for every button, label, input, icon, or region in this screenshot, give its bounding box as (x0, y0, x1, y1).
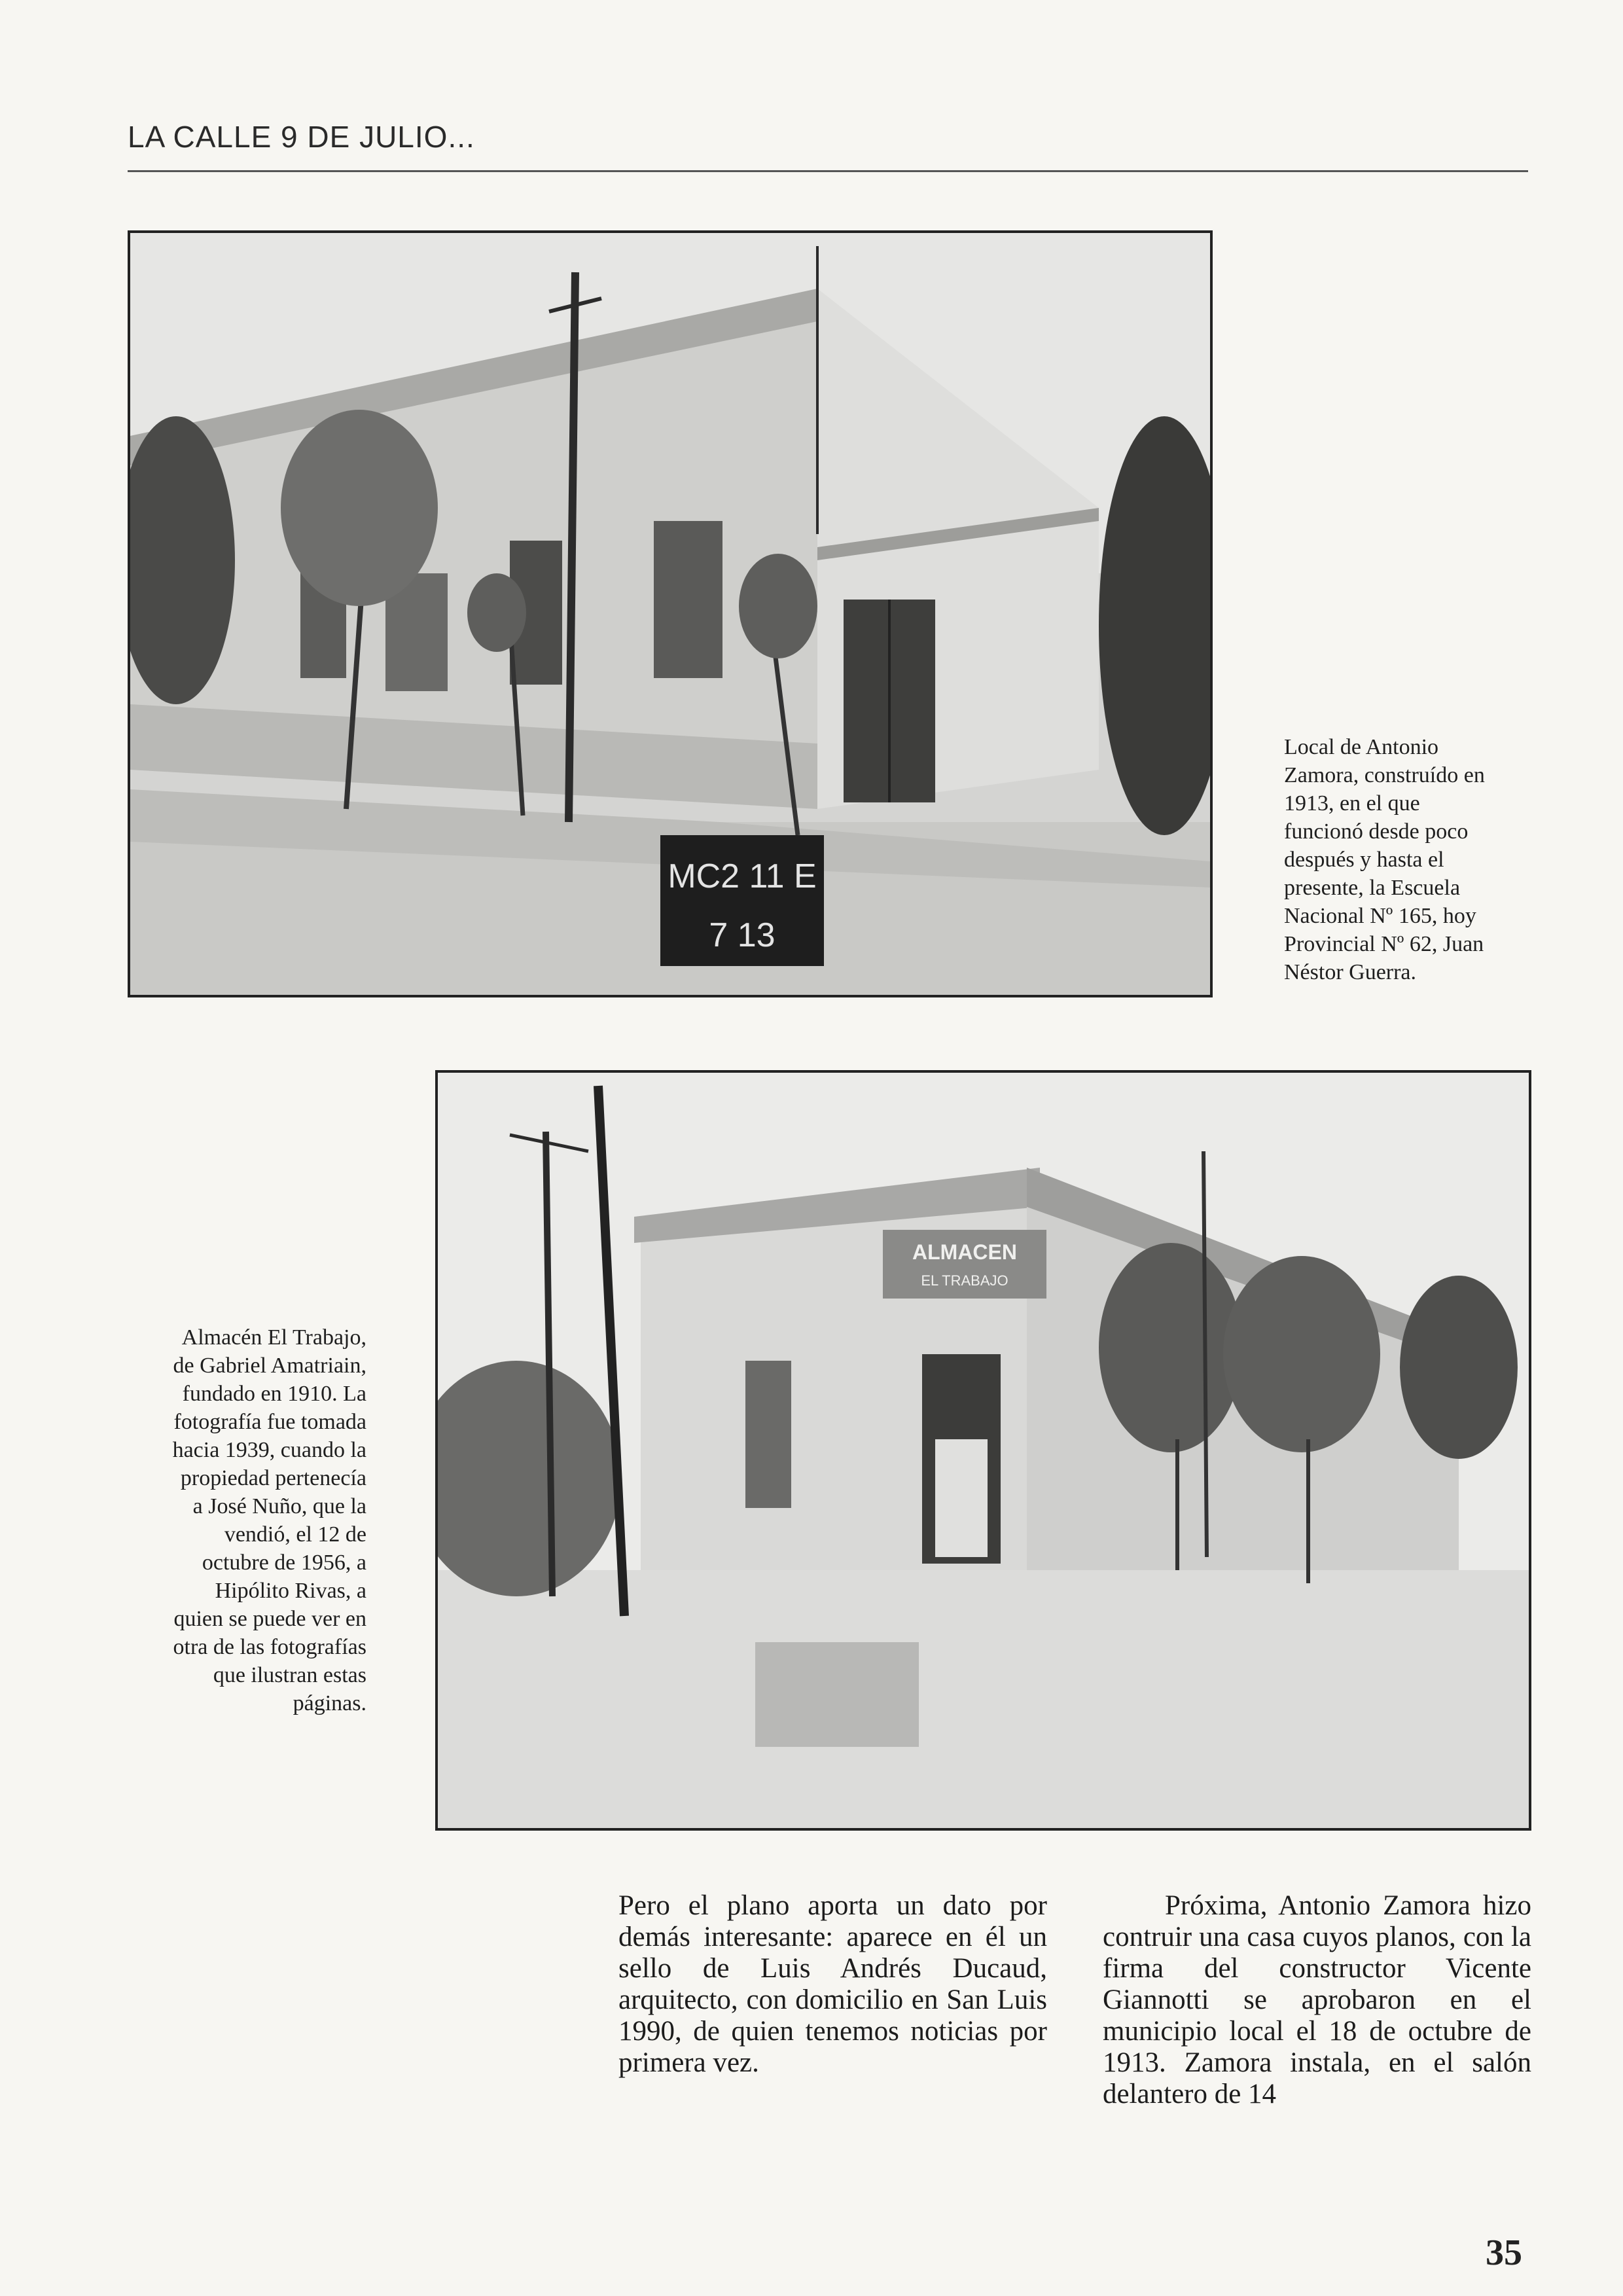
caption-line: de Gabriel Amatriain, (173, 1354, 366, 1378)
photo1-sign-top: MC2 11 E (668, 857, 817, 895)
caption-line: vendió, el 12 de (224, 1522, 366, 1547)
caption-line: Almacén El Trabajo, (181, 1325, 366, 1350)
caption-line: octubre de 1956, a (202, 1551, 366, 1575)
caption-line: Nacional Nº 165, hoy (1284, 904, 1476, 928)
caption-line: presente, la Escuela (1284, 876, 1461, 900)
caption-line: que ilustran estas (213, 1663, 366, 1687)
running-title: LA CALLE 9 DE JULIO... (128, 120, 475, 154)
caption-zamora (1284, 733, 1526, 986)
photo-zamora-illustration (130, 233, 1210, 995)
header-rule (128, 170, 1528, 172)
body-column-left (618, 1890, 1047, 2079)
caption-line: propiedad pertenecía (180, 1466, 366, 1490)
caption-line: después y hasta el (1284, 848, 1444, 872)
caption-line: Provincial Nº 62, Juan (1284, 932, 1484, 956)
body-paragraph: Pero el plano aporta un dato por demás interesante: aparece en él un sello de Luis Andrés Ducaud, arquitecto, con domicilio en San Luis 1990, de quien tenemos noticias por primera vez. (618, 1890, 1047, 2078)
caption-line: quien se puede ver en (173, 1607, 366, 1631)
caption-line: funcionó desde poco (1284, 819, 1469, 844)
caption-line: páginas. (293, 1691, 366, 1715)
caption-line: Néstor Guerra. (1284, 960, 1417, 984)
caption-line: fotografía fue tomada (173, 1410, 366, 1434)
photo-almacen-illustration (438, 1073, 1529, 1828)
caption-line: a José Nuño, que la (192, 1494, 366, 1518)
caption-line: Local de Antonio (1284, 735, 1439, 759)
caption-almacen (124, 1323, 366, 1717)
shop-sign-line1: ALMACEN (912, 1240, 1017, 1264)
caption-line: otra de las fotografías (173, 1635, 366, 1659)
caption-line: Hipólito Rivas, a (215, 1579, 366, 1603)
caption-line: hacia 1939, cuando la (172, 1438, 366, 1462)
body-paragraph: Próxima, Antonio Zamora hizo contruir una casa cuyos planos, con la firma del constructor Vicente Giannotti se aprobaron en el municipio local el 18 de octubre de 1913. Zamora instala, en el salón delantero de 14 (1103, 1890, 1531, 2109)
body-column-right (1103, 1890, 1531, 2110)
caption-line: 1913, en el que (1284, 791, 1420, 816)
caption-line: Zamora, construído en (1284, 763, 1485, 787)
photo-almacen-el-trabajo (435, 1070, 1531, 1831)
page-number: 35 (1486, 2233, 1522, 2273)
shop-sign-line2: EL TRABAJO (921, 1272, 1008, 1289)
caption-line: fundado en 1910. La (182, 1382, 366, 1406)
photo1-sign-bottom: 7 13 (709, 916, 776, 954)
photo-zamora-building (128, 230, 1213, 997)
